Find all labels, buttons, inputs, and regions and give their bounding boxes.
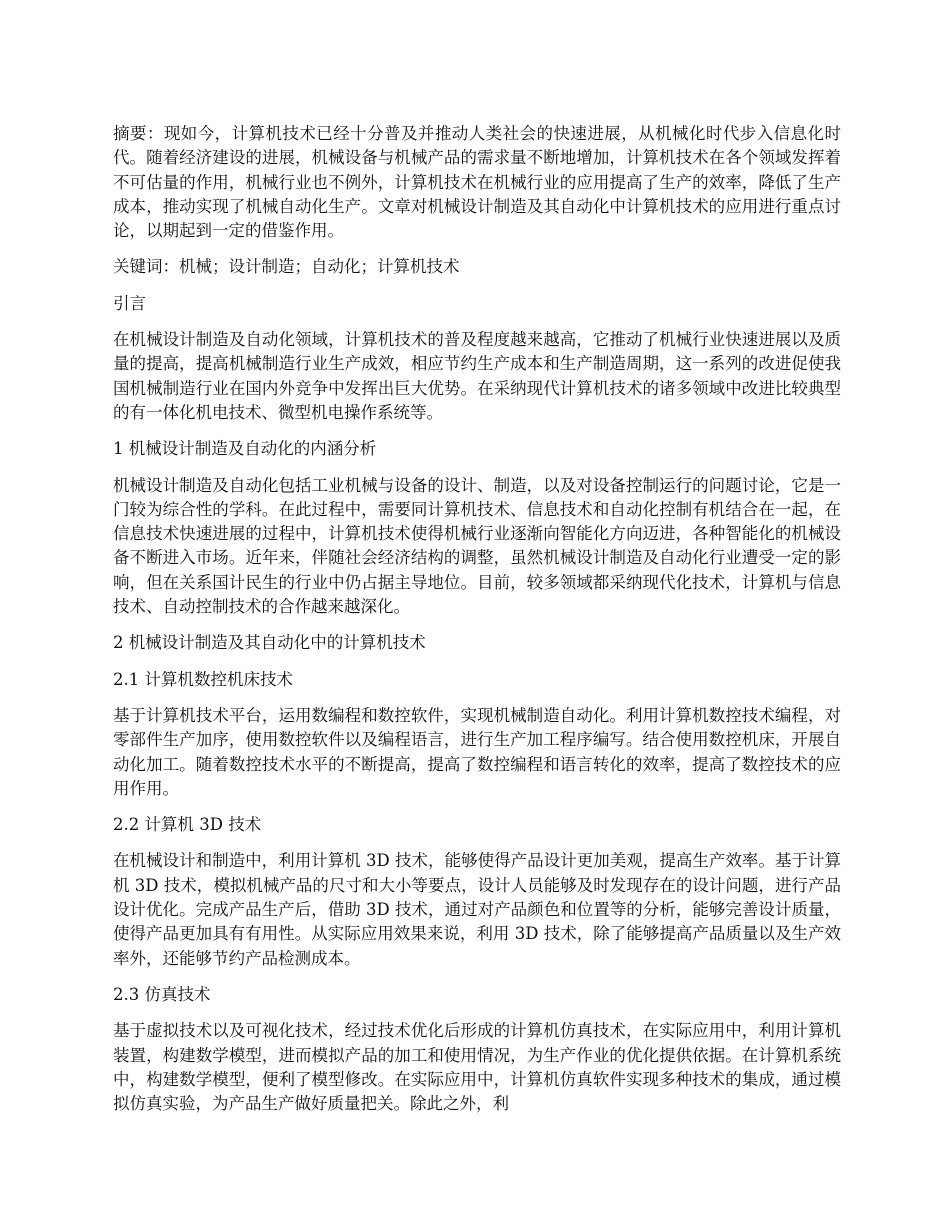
intro-heading: 引言 — [113, 293, 146, 313]
section-2-3-paragraph: 基于虚拟技术以及可视化技术，经过技术优化后形成的计算机仿真技术，在实际应用中，利用计算机装置，构建数学模型，进而模拟产品的加工和使用情况，为生产作业的优化提供依据。在计算机系统中，构建数学模型，便利了模型修改。在实际应用中，计算机仿真软件实现多种技术的集成，通过模拟仿真实验，为产品生产做好质量把关。除此之外，利 — [113, 1021, 841, 1114]
abstract-paragraph: 摘要：现如今，计算机技术已经十分普及并推动人类社会的快速进展，从机械化时代步入信息化时代。随着经济建设的进展，机械设备与机械产品的需求量不断地增加，计算机技术在各个领域发挥着不可估量的作用，机械行业也不例外，计算机技术在机械行业的应用提高了生产的效率，降低了生产成本，推动实现了机械自动化生产。文章对机械设计制造及其自动化中计算机技术的应用进行重点讨论，以期起到一定的借鉴作用。 — [113, 124, 841, 241]
section-1-heading: 1 机械设计制造及自动化的内涵分析 — [113, 439, 377, 459]
keywords-line: 关键词：机械；设计制造；自动化；计算机技术 — [113, 257, 460, 277]
document-body — [113, 122, 841, 1128]
section-2-heading: 2 机械设计制造及其自动化中的计算机技术 — [113, 633, 426, 653]
section-2-1-paragraph: 基于计算机技术平台，运用数编程和数控软件，实现机械制造自动化。利用计算机数控技术编程，对零部件生产加序，使用数控软件以及编程语言，进行生产加工程序编写。结合使用数控机床，开展自动化加工。随着数控技术水平的不断提高，提高了数控编程和语言转化的效率，提高了数控技术的应用作用。 — [113, 705, 841, 798]
intro-paragraph: 在机械设计制造及自动化领域，计算机技术的普及程度越来越高，它推动了机械行业快速进展以及质量的提高，提高机械制造行业生产成效，相应节约生产成本和生产制造周期，这一系列的改进促使我国机械制造行业在国内外竞争中发挥出巨大优势。在采纳现代计算机技术的诸多领域中改进比较典型的有一体化机电技术、微型机电操作系统等。 — [113, 330, 841, 422]
section-2-2-heading: 2.2 计算机 3D 技术 — [113, 815, 262, 835]
section-2-1-heading: 2.1 计算机数控机床技术 — [113, 669, 293, 689]
section-2-2-paragraph: 在机械设计和制造中，利用计算机 3D 技术，能够使得产品设计更加美观，提高生产效率。基于计算机 3D 技术，模拟机械产品的尺寸和大小等要点，设计人员能够及时发现存在的设计问题，进行产品设计优化。完成产品生产后，借助 3D 技术，通过对产品颜色和位置等的分析，能够完善设计质量，使得产品更加具有有用性。从实际应用效果来说，利用 3D 技术，除了能够提高产品质量以及生产效率外，还能够节约产品检测成本。 — [113, 851, 841, 968]
section-1-paragraph: 机械设计制造及自动化包括工业机械与设备的设计、制造，以及对设备控制运行的问题讨论，它是一门较为综合性的学科。在此过程中，需要同计算机技术、信息技术和自动化控制有机结合在一起，在信息技术快速进展的过程中，计算机技术使得机械行业逐渐向智能化方向迈进，各种智能化的机械设备不断进入市场。近年来，伴随社会经济结构的调整，虽然机械设计制造及自动化行业遭受一定的影响，但在关系国计民生的行业中仍占据主导地位。目前，较多领域都采纳现代化技术，计算机与信息技术、自动控制技术的合作越来越深化。 — [113, 475, 841, 617]
section-2-3-heading: 2.3 仿真技术 — [113, 984, 211, 1004]
